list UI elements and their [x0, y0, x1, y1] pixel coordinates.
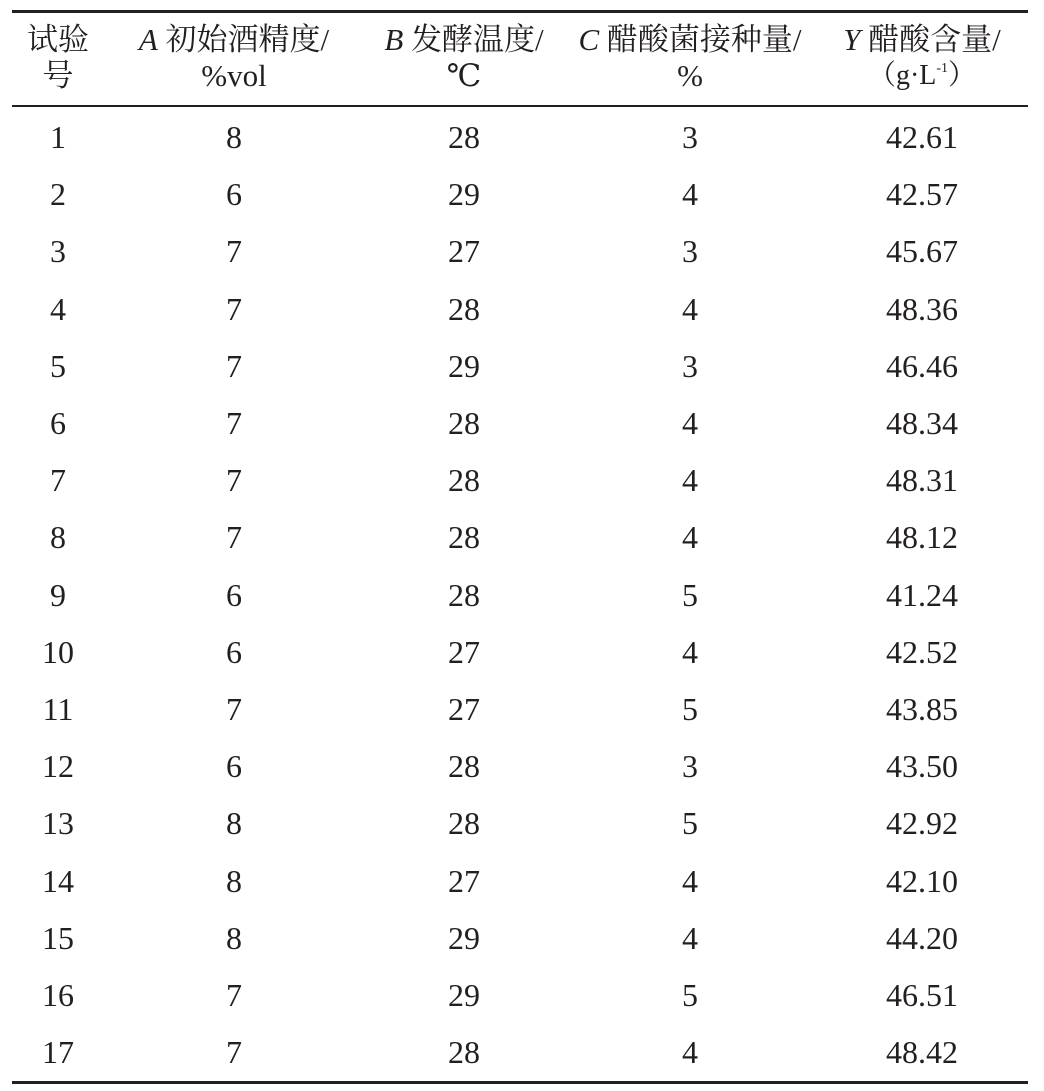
- cell-initial-alcohol: 8: [226, 862, 242, 899]
- cell-initial-alcohol: 7: [226, 1034, 242, 1071]
- table-row: [12, 795, 1028, 852]
- cell-inoculum-amount: 3: [682, 119, 698, 156]
- cell-trial-number: 7: [50, 462, 66, 499]
- cell-acetic-acid-content: 48.34: [886, 405, 958, 442]
- cell-fermentation-temperature: 28: [448, 576, 480, 613]
- cell-acetic-acid-content: 48.42: [886, 1034, 958, 1071]
- cell-inoculum-amount: 4: [682, 176, 698, 213]
- cell-trial-number: 11: [42, 690, 74, 727]
- table-row: [12, 166, 1028, 223]
- cell-trial-number: 2: [50, 176, 66, 213]
- cell-acetic-acid-content: 41.24: [886, 576, 958, 613]
- table-row: [12, 624, 1028, 681]
- cell-acetic-acid-content: 48.36: [886, 290, 958, 327]
- cell-initial-alcohol: 7: [226, 405, 242, 442]
- cell-trial-number: 1: [50, 119, 66, 156]
- cell-inoculum-amount: 3: [682, 347, 698, 384]
- cell-inoculum-amount: 4: [682, 1034, 698, 1071]
- cell-fermentation-temperature: 28: [448, 805, 480, 842]
- cell-acetic-acid-content: 46.51: [886, 976, 958, 1013]
- cell-fermentation-temperature: 27: [448, 633, 480, 670]
- cell-acetic-acid-content: 48.12: [886, 519, 958, 556]
- experiment-results-table: [12, 10, 1028, 1084]
- cell-acetic-acid-content: 46.46: [886, 347, 958, 384]
- cell-inoculum-amount: 5: [682, 690, 698, 727]
- table-row: [12, 852, 1028, 909]
- cell-fermentation-temperature: 28: [448, 405, 480, 442]
- cell-initial-alcohol: 8: [226, 919, 242, 956]
- experiment-table-container: [12, 10, 1028, 1084]
- cell-trial-number: 13: [42, 805, 74, 842]
- header-trial-number: 试验 号: [27, 22, 89, 93]
- cell-fermentation-temperature: 29: [448, 176, 480, 213]
- table-row: [12, 738, 1028, 795]
- cell-trial-number: 9: [50, 576, 66, 613]
- table-body: [12, 106, 1028, 1083]
- cell-trial-number: 15: [42, 919, 74, 956]
- header-inoculum-amount: C 醋酸菌接种量/ %: [578, 22, 802, 93]
- cell-acetic-acid-content: 43.85: [886, 690, 958, 727]
- cell-initial-alcohol: 6: [226, 576, 242, 613]
- cell-acetic-acid-content: 45.67: [886, 233, 958, 270]
- cell-inoculum-amount: 5: [682, 805, 698, 842]
- header-acetic-acid-content: Y 醋酸含量/ $(g\cdot L^{-1})$: [843, 22, 1001, 91]
- table-row: [12, 106, 1028, 166]
- cell-fermentation-temperature: 27: [448, 862, 480, 899]
- cell-acetic-acid-content: 42.57: [886, 176, 958, 213]
- cell-initial-alcohol: 6: [226, 176, 242, 213]
- table-row: [12, 395, 1028, 452]
- cell-acetic-acid-content: 42.10: [886, 862, 958, 899]
- cell-initial-alcohol: 7: [226, 233, 242, 270]
- cell-initial-alcohol: 8: [226, 805, 242, 842]
- cell-trial-number: 10: [42, 633, 74, 670]
- cell-trial-number: 14: [42, 862, 74, 899]
- cell-trial-number: 8: [50, 519, 66, 556]
- cell-initial-alcohol: 7: [226, 519, 242, 556]
- cell-acetic-acid-content: 42.92: [886, 805, 958, 842]
- cell-inoculum-amount: 5: [682, 976, 698, 1013]
- cell-initial-alcohol: 7: [226, 690, 242, 727]
- cell-inoculum-amount: 4: [682, 462, 698, 499]
- cell-initial-alcohol: 6: [226, 748, 242, 785]
- cell-acetic-acid-content: 42.61: [886, 119, 958, 156]
- cell-trial-number: 12: [42, 748, 74, 785]
- cell-trial-number: 3: [50, 233, 66, 270]
- header-initial-alcohol: A 初始酒精度/ %vol: [138, 22, 330, 93]
- cell-acetic-acid-content: 48.31: [886, 462, 958, 499]
- cell-acetic-acid-content: 43.50: [886, 748, 958, 785]
- cell-initial-alcohol: 7: [226, 462, 242, 499]
- cell-initial-alcohol: 7: [226, 976, 242, 1013]
- header-row: [12, 12, 1028, 107]
- cell-fermentation-temperature: 29: [448, 919, 480, 956]
- cell-fermentation-temperature: 28: [448, 748, 480, 785]
- cell-fermentation-temperature: 27: [448, 233, 480, 270]
- cell-trial-number: 16: [42, 976, 74, 1013]
- cell-inoculum-amount: 4: [682, 862, 698, 899]
- cell-fermentation-temperature: 29: [448, 976, 480, 1013]
- cell-fermentation-temperature: 28: [448, 462, 480, 499]
- cell-acetic-acid-content: 42.52: [886, 633, 958, 670]
- table-row: [12, 338, 1028, 395]
- cell-fermentation-temperature: 27: [448, 690, 480, 727]
- table-row: [12, 1024, 1028, 1083]
- cell-inoculum-amount: 3: [682, 233, 698, 270]
- table-row: [12, 281, 1028, 338]
- cell-inoculum-amount: 3: [682, 748, 698, 785]
- cell-initial-alcohol: 7: [226, 290, 242, 327]
- table-row: [12, 681, 1028, 738]
- cell-trial-number: 4: [50, 290, 66, 327]
- table-row: [12, 223, 1028, 280]
- cell-inoculum-amount: 4: [682, 519, 698, 556]
- cell-inoculum-amount: 4: [682, 405, 698, 442]
- table-row: [12, 509, 1028, 566]
- cell-fermentation-temperature: 28: [448, 290, 480, 327]
- cell-acetic-acid-content: 44.20: [886, 919, 958, 956]
- cell-fermentation-temperature: 28: [448, 119, 480, 156]
- table-header: [12, 12, 1028, 107]
- table-row: [12, 452, 1028, 509]
- cell-trial-number: 6: [50, 405, 66, 442]
- cell-trial-number: 5: [50, 347, 66, 384]
- cell-inoculum-amount: 4: [682, 633, 698, 670]
- cell-inoculum-amount: 5: [682, 576, 698, 613]
- header-fermentation-temperature: B 发酵温度/ ℃: [384, 22, 544, 93]
- cell-initial-alcohol: 6: [226, 633, 242, 670]
- cell-fermentation-temperature: 28: [448, 1034, 480, 1071]
- cell-initial-alcohol: 7: [226, 347, 242, 384]
- cell-fermentation-temperature: 29: [448, 347, 480, 384]
- table-row: [12, 567, 1028, 624]
- cell-trial-number: 17: [42, 1034, 74, 1071]
- table-row: [12, 967, 1028, 1024]
- cell-inoculum-amount: 4: [682, 290, 698, 327]
- cell-initial-alcohol: 8: [226, 119, 242, 156]
- table-row: [12, 910, 1028, 967]
- cell-fermentation-temperature: 28: [448, 519, 480, 556]
- cell-inoculum-amount: 4: [682, 919, 698, 956]
